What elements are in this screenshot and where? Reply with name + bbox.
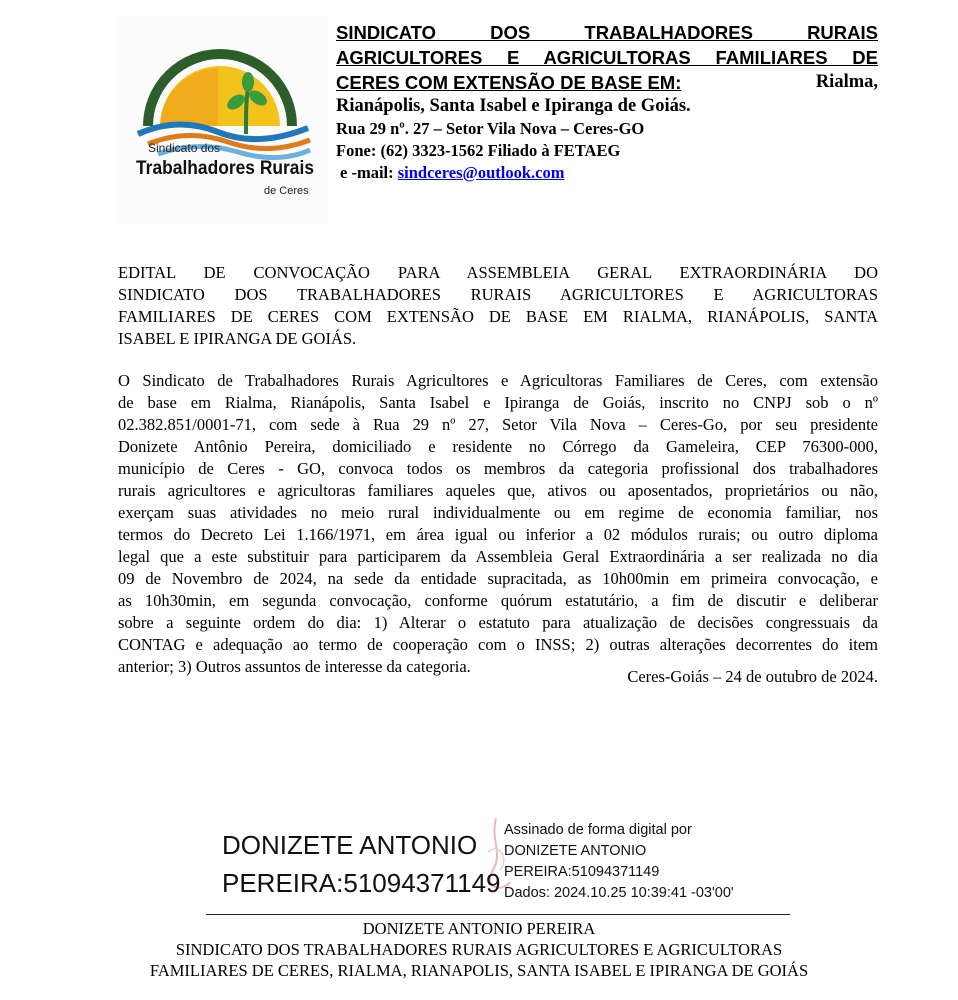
digital-signature-name — [222, 826, 501, 902]
body-line: rurais agricultores e agricultoras familiares aqueles que, ativos ou aposentados, proprietários ou não, — [118, 481, 878, 500]
signatory-footer — [0, 918, 958, 981]
body-line: município de Ceres - GO, convoca todos os membros da categoria profissional dos trabalhadores — [118, 459, 878, 478]
logo-text-line2: Trabalhadores Rurais — [136, 158, 314, 179]
signature-name-line2: PEREIRA:51094371149 — [222, 868, 501, 898]
letterhead-address: Rua 29 nº. 27 – Setor Vila Nova – Ceres-GO — [336, 119, 645, 138]
body-line: Donizete Antônio Pereira, domiciliado e residente no Córrego da Gameleira, CEP 76300-000, — [118, 437, 878, 456]
digital-signature-details — [504, 820, 734, 904]
signature-name-line1: DONIZETE ANTONIO — [222, 830, 478, 860]
body-line: 02.382.851/0001-71, com sede à Rua 29 nº 27, Setor Vila Nova – Ceres-Go, por seu presidente — [118, 415, 878, 434]
letterhead-title-line-2: AGRICULTORES E AGRICULTORAS FAMILIARES DE — [336, 47, 878, 68]
logo-text-line1: Sindicato dos — [148, 141, 221, 155]
union-logo-graphic — [118, 16, 328, 224]
letterhead-title-line-3 — [336, 70, 878, 95]
letterhead-email-row — [336, 162, 878, 184]
body-line: 09 de Novembro de 2024, na sede da entidade supracitada, as 10h00min em primeira convocação, e — [118, 569, 878, 588]
email-label: e -mail: — [340, 163, 394, 182]
signatory-org-line1: SINDICATO DOS TRABALHADORES RURAIS AGRICULTORES E AGRICULTORAS — [175, 940, 783, 959]
union-logo — [118, 16, 328, 224]
letterhead — [336, 20, 878, 184]
signatory-org-line2: FAMILIARES DE CERES, RIALMA, RIANAPOLIS, SANTA ISABEL E IPIRANGA DE GOIÁS — [149, 961, 809, 980]
letterhead-title-line-1: SINDICATO DOS TRABALHADORES RURAIS — [336, 22, 878, 43]
letterhead-municipalities: Rianápolis, Santa Isabel e Ipiranga de Goiás. — [336, 96, 691, 116]
edital-title-line: FAMILIARES DE CERES COM EXTENSÃO DE BASE EM RIALMA, RIANÁPOLIS, SANTA — [118, 307, 878, 326]
body-line: exerçam suas atividades no meio rural individualmente ou em regime de economia familiar, nos — [118, 503, 878, 522]
letterhead-base-label: CERES COM EXTENSÃO DE BASE EM: — [336, 72, 682, 93]
body-line: legal que a este substituir para participarem da Assembleia Geral Extraordinária a ser realizada no dia — [118, 547, 878, 566]
body-line: anterior; 3) Outros assuntos de interesse da categoria. — [118, 657, 471, 676]
body-line: as 10h30min, em segunda convocação, conforme quórum estatutário, a fim de discutir e deliberar — [118, 591, 878, 610]
signatory-name: DONIZETE ANTONIO PEREIRA — [362, 919, 596, 938]
convocation-body — [118, 370, 878, 678]
body-line: O Sindicato de Trabalhadores Rurais Agricultores e Agricultoras Familiares de Ceres, com extensão — [118, 371, 878, 390]
edital-title-line: SINDICATO DOS TRABALHADORES RURAIS AGRICULTORES E AGRICULTORAS — [118, 285, 878, 304]
letterhead-rialma: Rialma, — [815, 72, 878, 92]
letterhead-phone: Fone: (62) 3323-1562 Filiado à FETAEG — [336, 141, 621, 160]
signature-detail-line: Assinado de forma digital por — [504, 822, 692, 838]
logo-text-line3: de Ceres — [264, 185, 309, 197]
body-line: CONTAG e adequação ao termo de cooperação com o INSS; 2) outras alterações decorrentes do item — [118, 635, 878, 654]
place-date: Ceres-Goiás – 24 de outubro de 2024. — [627, 667, 878, 686]
edital-title — [118, 262, 878, 350]
signature-line — [206, 914, 790, 915]
signature-detail-line: DONIZETE ANTONIO — [504, 843, 647, 859]
edital-title-line: EDITAL DE CONVOCAÇÃO PARA ASSEMBLEIA GERAL EXTRAORDINÁRIA DO — [118, 263, 878, 282]
body-line: de base em Rialma, Rianápolis, Santa Isabel e Ipiranga de Goiás, inscrito no CNPJ sob o nº — [118, 393, 878, 412]
signature-detail-line: Dados: 2024.10.25 10:39:41 -03'00' — [504, 885, 734, 901]
body-line: termos do Decreto Lei 1.166/1971, em área igual ou inferior a 02 módulos rurais; ou outro diploma — [118, 525, 878, 544]
logo-plant-icon — [246, 86, 248, 134]
edital-title-line: ISABEL E IPIRANGA DE GOIÁS. — [118, 329, 357, 348]
signature-detail-line: PEREIRA:51094371149 — [504, 864, 660, 880]
body-line: sobre a seguinte ordem do dia: 1) Alterar o estatuto para atualização de decisões congressuais da — [118, 613, 878, 632]
email-link[interactable]: sindceres@outlook.com — [397, 163, 565, 182]
